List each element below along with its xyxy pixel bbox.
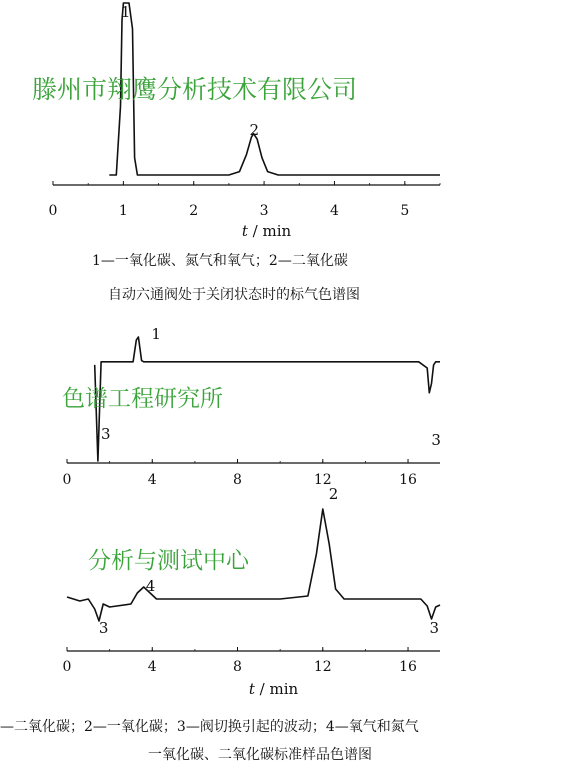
- x-tick-label: 0: [48, 203, 58, 219]
- peak-label: 4: [145, 577, 156, 595]
- watermark-center: 分析与测试中心: [88, 548, 249, 574]
- peak-label: 1: [151, 325, 161, 343]
- peak-label: 3: [431, 431, 441, 449]
- chart-1: [49, 3, 440, 240]
- x-tick-label: 12: [313, 659, 332, 675]
- peak-label: 3: [98, 619, 109, 637]
- peak-label: 1: [120, 3, 131, 21]
- peak-label: 2: [328, 485, 339, 503]
- x-tick-label: 16: [399, 659, 417, 675]
- chart-3: [63, 485, 440, 698]
- x-tick-label: 4: [147, 472, 157, 488]
- peak-label: 3: [429, 619, 440, 637]
- x-tick-label: 3: [259, 203, 269, 219]
- caption-chart3-title: 一氧化碳、二氧化碳标准样品色谱图: [148, 747, 372, 763]
- x-tick-label: 4: [329, 203, 339, 219]
- x-axis-label: t / min: [248, 680, 299, 698]
- x-tick-label: 0: [62, 659, 72, 675]
- watermark-company: 滕州市翔鹰分析技术有限公司: [32, 75, 358, 104]
- x-tick-label: 8: [233, 472, 242, 488]
- x-tick-label: 12: [313, 472, 332, 488]
- x-tick-label: 5: [400, 203, 410, 219]
- peak-label: 2: [249, 121, 260, 139]
- x-tick-label: 4: [147, 659, 157, 675]
- caption-chart1-legend: 1—一氧化碳、氮气和氧气；2—二氧化碳: [92, 253, 348, 269]
- peak-label: 3: [100, 425, 111, 443]
- caption-chart3-legend: —二氧化碳；2—一氧化碳；3—阀切换引起的波动；4—氧气和氮气: [0, 719, 419, 735]
- x-tick-label: 0: [62, 472, 72, 488]
- x-tick-label: 2: [189, 203, 199, 219]
- x-tick-label: 16: [399, 472, 417, 488]
- x-tick-label: 1: [118, 203, 128, 219]
- watermark-institute: 色谱工程研究所: [62, 386, 223, 412]
- x-axis-label: t / min: [241, 222, 292, 240]
- x-tick-label: 8: [233, 659, 242, 675]
- caption-chart1-title: 自动六通阀处于关闭状态时的标气色谱图: [108, 287, 360, 303]
